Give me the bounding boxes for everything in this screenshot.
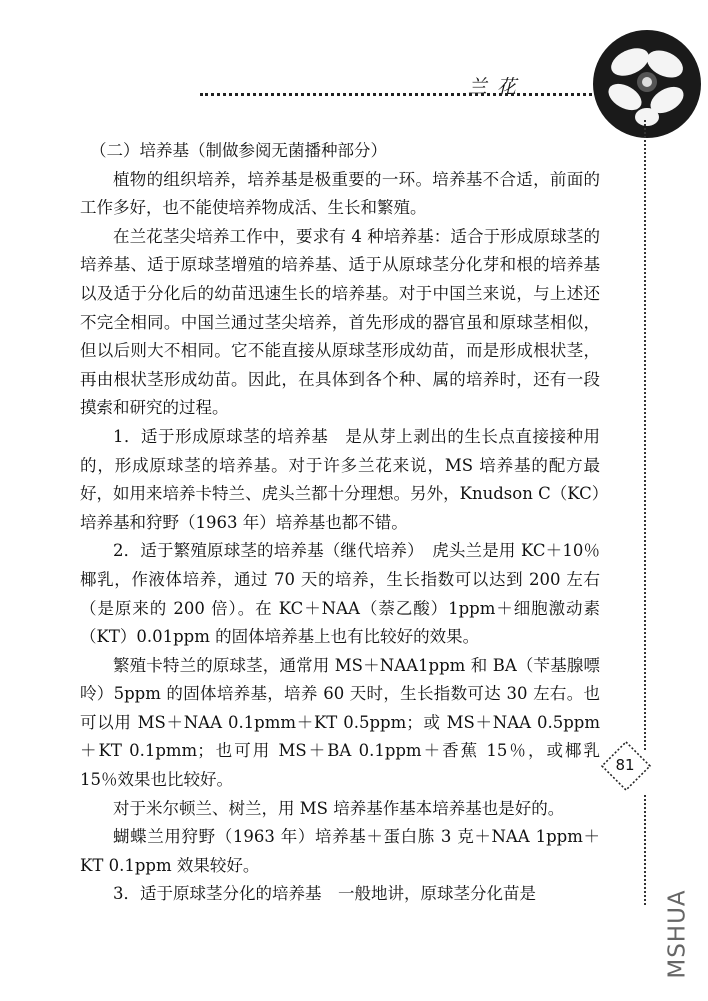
paragraph: 3．适于原球茎分化的培养基 一般地讲，原球茎分化苗是 — [113, 884, 536, 904]
header-title: 兰 花 — [468, 76, 519, 98]
paragraph: 1．适于形成原球茎的培养基 是从芽上剥出的生长点直接接种用的，形成原球茎的培养基。对于许多兰花来说，MS 培养基的配方最好，如用来培养卡特兰、虎头兰都十分理想。另外，Knudson C（KC）培养基和狩野（1963 年）培养基也都不错。 — [80, 426, 600, 532]
watermark-text: MSHUA — [664, 889, 691, 979]
paragraph: 2．适于繁殖原球茎的培养基（继代培养） 虎头兰是用 KC＋10％椰乳，作液体培养，通过 70 天的培养，生长指数可以达到 200 左右（是原来的 200 倍）。在 KC＋NAA（萘乙酸）1ppm＋细胞激动素（KT）0.01ppm 的固体培养基上也有比较好的效果。 — [80, 541, 600, 647]
body-text — [80, 137, 600, 909]
paragraph: 在兰花茎尖培养工作中，要求有 4 种培养基：适合于形成原球茎的培养基、适于原球茎增殖的培养基、适于从原球茎分化芽和根的培养基以及适于分化后的幼苗迅速生长的培养基。对于中国兰来说，与上述还不完全相同。中国兰通过茎尖培养，首先形成的器官虽和原球茎相似，但以后则大不相同。它不能直接从原球茎形成幼苗，而是形成根状茎，再由根状茎形成幼苗。因此，在具体到各个种、属的培养时，还有一段摸索和研究的过程。 — [80, 226, 600, 418]
watermark — [663, 885, 703, 985]
right-margin-dotted-rule — [644, 120, 646, 750]
right-margin-dotted-rule-lower — [644, 795, 646, 905]
paragraph: 植物的组织培养，培养基是极重要的一环。培养基不合适，前面的工作多好，也不能使培养物成活、生长和繁殖。 — [80, 169, 600, 218]
paragraph: 繁殖卡特兰的原球茎，通常用 MS＋NAA1ppm 和 BA（苄基腺嘌呤）5ppm 的固体培养基，培养 60 天时，生长指数可达 30 左右。也可以用 MS＋NAA 0.1pmm＋KT 0.5ppm；或 MS＋NAA 0.5ppm＋KT 0.1pmm；也可用 MS＋BA 0.1ppm＋香蕉 15％，或椰乳 15％效果也比较好。 — [80, 655, 600, 790]
paragraph: 对于米尔顿兰、树兰，用 MS 培养基作基本培养基也是好的。 — [113, 798, 565, 818]
paragraph: 蝴蝶兰用狩野（1963 年）培养基＋蛋白胨 3 克＋NAA 1ppm＋KT 0.1ppm 效果较好。 — [80, 827, 600, 875]
header-divider — [200, 93, 640, 96]
page-number: 81 — [615, 756, 635, 774]
section-heading: （二）培养基（制做参阅无菌播种部分） — [90, 141, 387, 160]
